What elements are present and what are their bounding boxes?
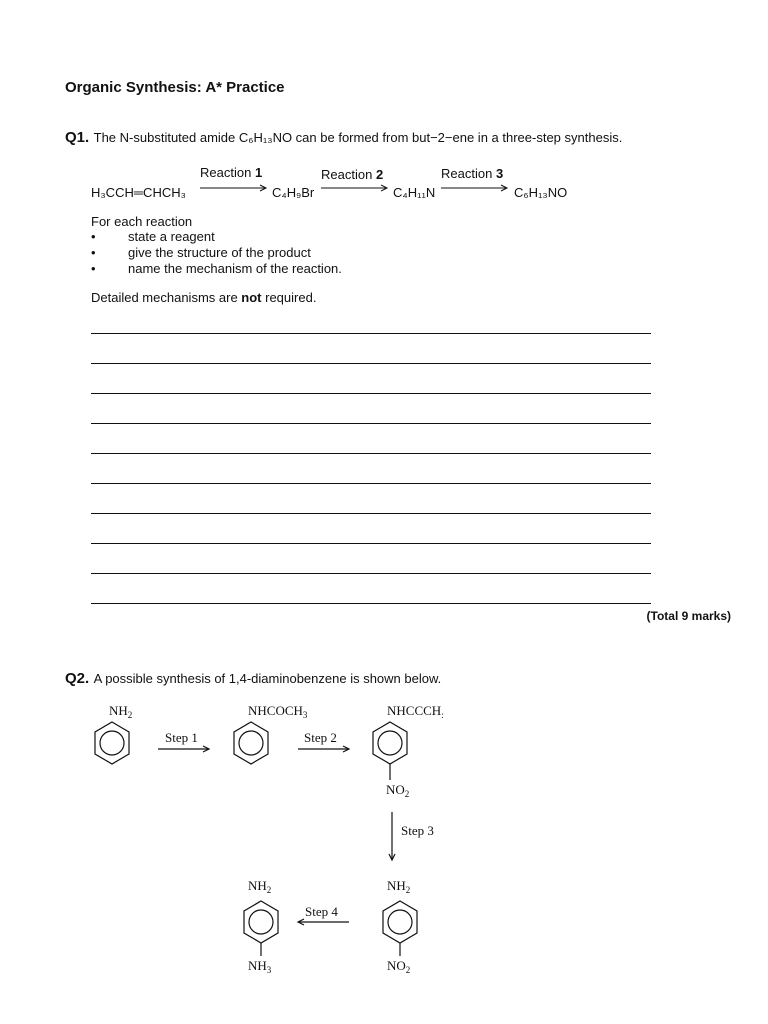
subscript: 2: [405, 885, 411, 895]
bullet-text-3: name the mechanism of the reaction.: [128, 261, 342, 276]
detail-before: Detailed mechanisms are: [91, 290, 242, 305]
q1-product: C₆H₁₃NO: [514, 185, 568, 200]
q1-intermediate-2: C₄H₁₁N: [393, 185, 436, 200]
benzene-ring-diaminobenzene: [244, 901, 278, 956]
bullet-marker-1: •: [91, 229, 96, 244]
subscript: 2: [266, 885, 272, 895]
step-4-label: Step 4: [305, 904, 338, 919]
q1-start-material: H₃CCH═CHCH₃: [91, 185, 186, 200]
reaction-3-word: Reaction: [441, 166, 493, 181]
bullet-text-2: give the structure of the product: [128, 245, 311, 260]
nitro-label-ring4: [387, 958, 410, 974]
nh-text: NH: [248, 878, 267, 893]
step-2-label: Step 2: [304, 730, 337, 745]
acetamido-label-b: [387, 703, 444, 719]
nh-text: NH: [387, 878, 406, 893]
detail-bold: not: [241, 290, 262, 305]
step-1-arrow: [158, 746, 209, 752]
subscript: 2: [127, 710, 133, 720]
reaction-1-word: Reaction: [200, 165, 252, 180]
reaction-2-word: Reaction: [321, 167, 373, 182]
step-1-label: Step 1: [165, 730, 198, 745]
step-2-arrow: [298, 746, 349, 752]
benzene-ring-nitroaniline: [383, 901, 417, 956]
page-title: Organic Synthesis: A* Practice: [65, 79, 285, 96]
q1-intermediate-1: C₄H₉Br: [272, 185, 315, 200]
nh-text: NH: [248, 958, 267, 973]
bullet-text-1: state a reagent: [128, 229, 215, 244]
subscript: 2: [404, 789, 410, 799]
detail-after: required.: [261, 290, 317, 305]
instructions-intro: For each reaction: [91, 214, 193, 229]
subscript: :: [441, 710, 444, 720]
no-text: NO: [387, 958, 406, 973]
benzene-ring-acetanilide: [234, 722, 268, 764]
q1-label: Q1.: [65, 129, 90, 146]
subscript: 3: [266, 965, 272, 975]
acetamido-text: NHCOCH: [248, 703, 303, 718]
nitroaniline-nh2-label: [387, 878, 410, 894]
nitro-label-ring3: [386, 782, 409, 798]
aniline-nh2-label: [109, 703, 132, 719]
benzene-ring-aniline: [95, 722, 129, 764]
q2-text: A possible synthesis of 1,4-diaminobenzene is shown below.: [93, 671, 442, 686]
subscript: 2: [405, 965, 411, 975]
q2-label: Q2.: [65, 670, 90, 687]
acetamido-label-a: [248, 703, 307, 719]
subscript: 3: [302, 710, 308, 720]
step-3-label: Step 3: [401, 823, 434, 838]
bullet-marker-2: •: [91, 245, 96, 260]
benzene-ring-nitroacetanilide: [373, 722, 407, 780]
diamine-bottom-nh2-label: [248, 958, 271, 974]
total-marks: (Total 9 marks): [646, 609, 731, 623]
reaction-2-number: 2: [375, 167, 384, 182]
bullet-marker-3: •: [91, 261, 96, 276]
diamine-top-nh2-label: [248, 878, 271, 894]
acetamido-text: NHCCCH: [387, 703, 442, 718]
no-text: NO: [386, 782, 405, 797]
reaction-1-number: 1: [254, 165, 263, 180]
step-3-arrow: [389, 812, 395, 860]
q1-text: The N-substituted amide C₆H₁₃NO can be formed from but−2−ene in a three-step synthesis.: [93, 130, 623, 145]
reaction-3-number: 3: [495, 166, 504, 181]
nh-text: NH: [109, 703, 128, 718]
